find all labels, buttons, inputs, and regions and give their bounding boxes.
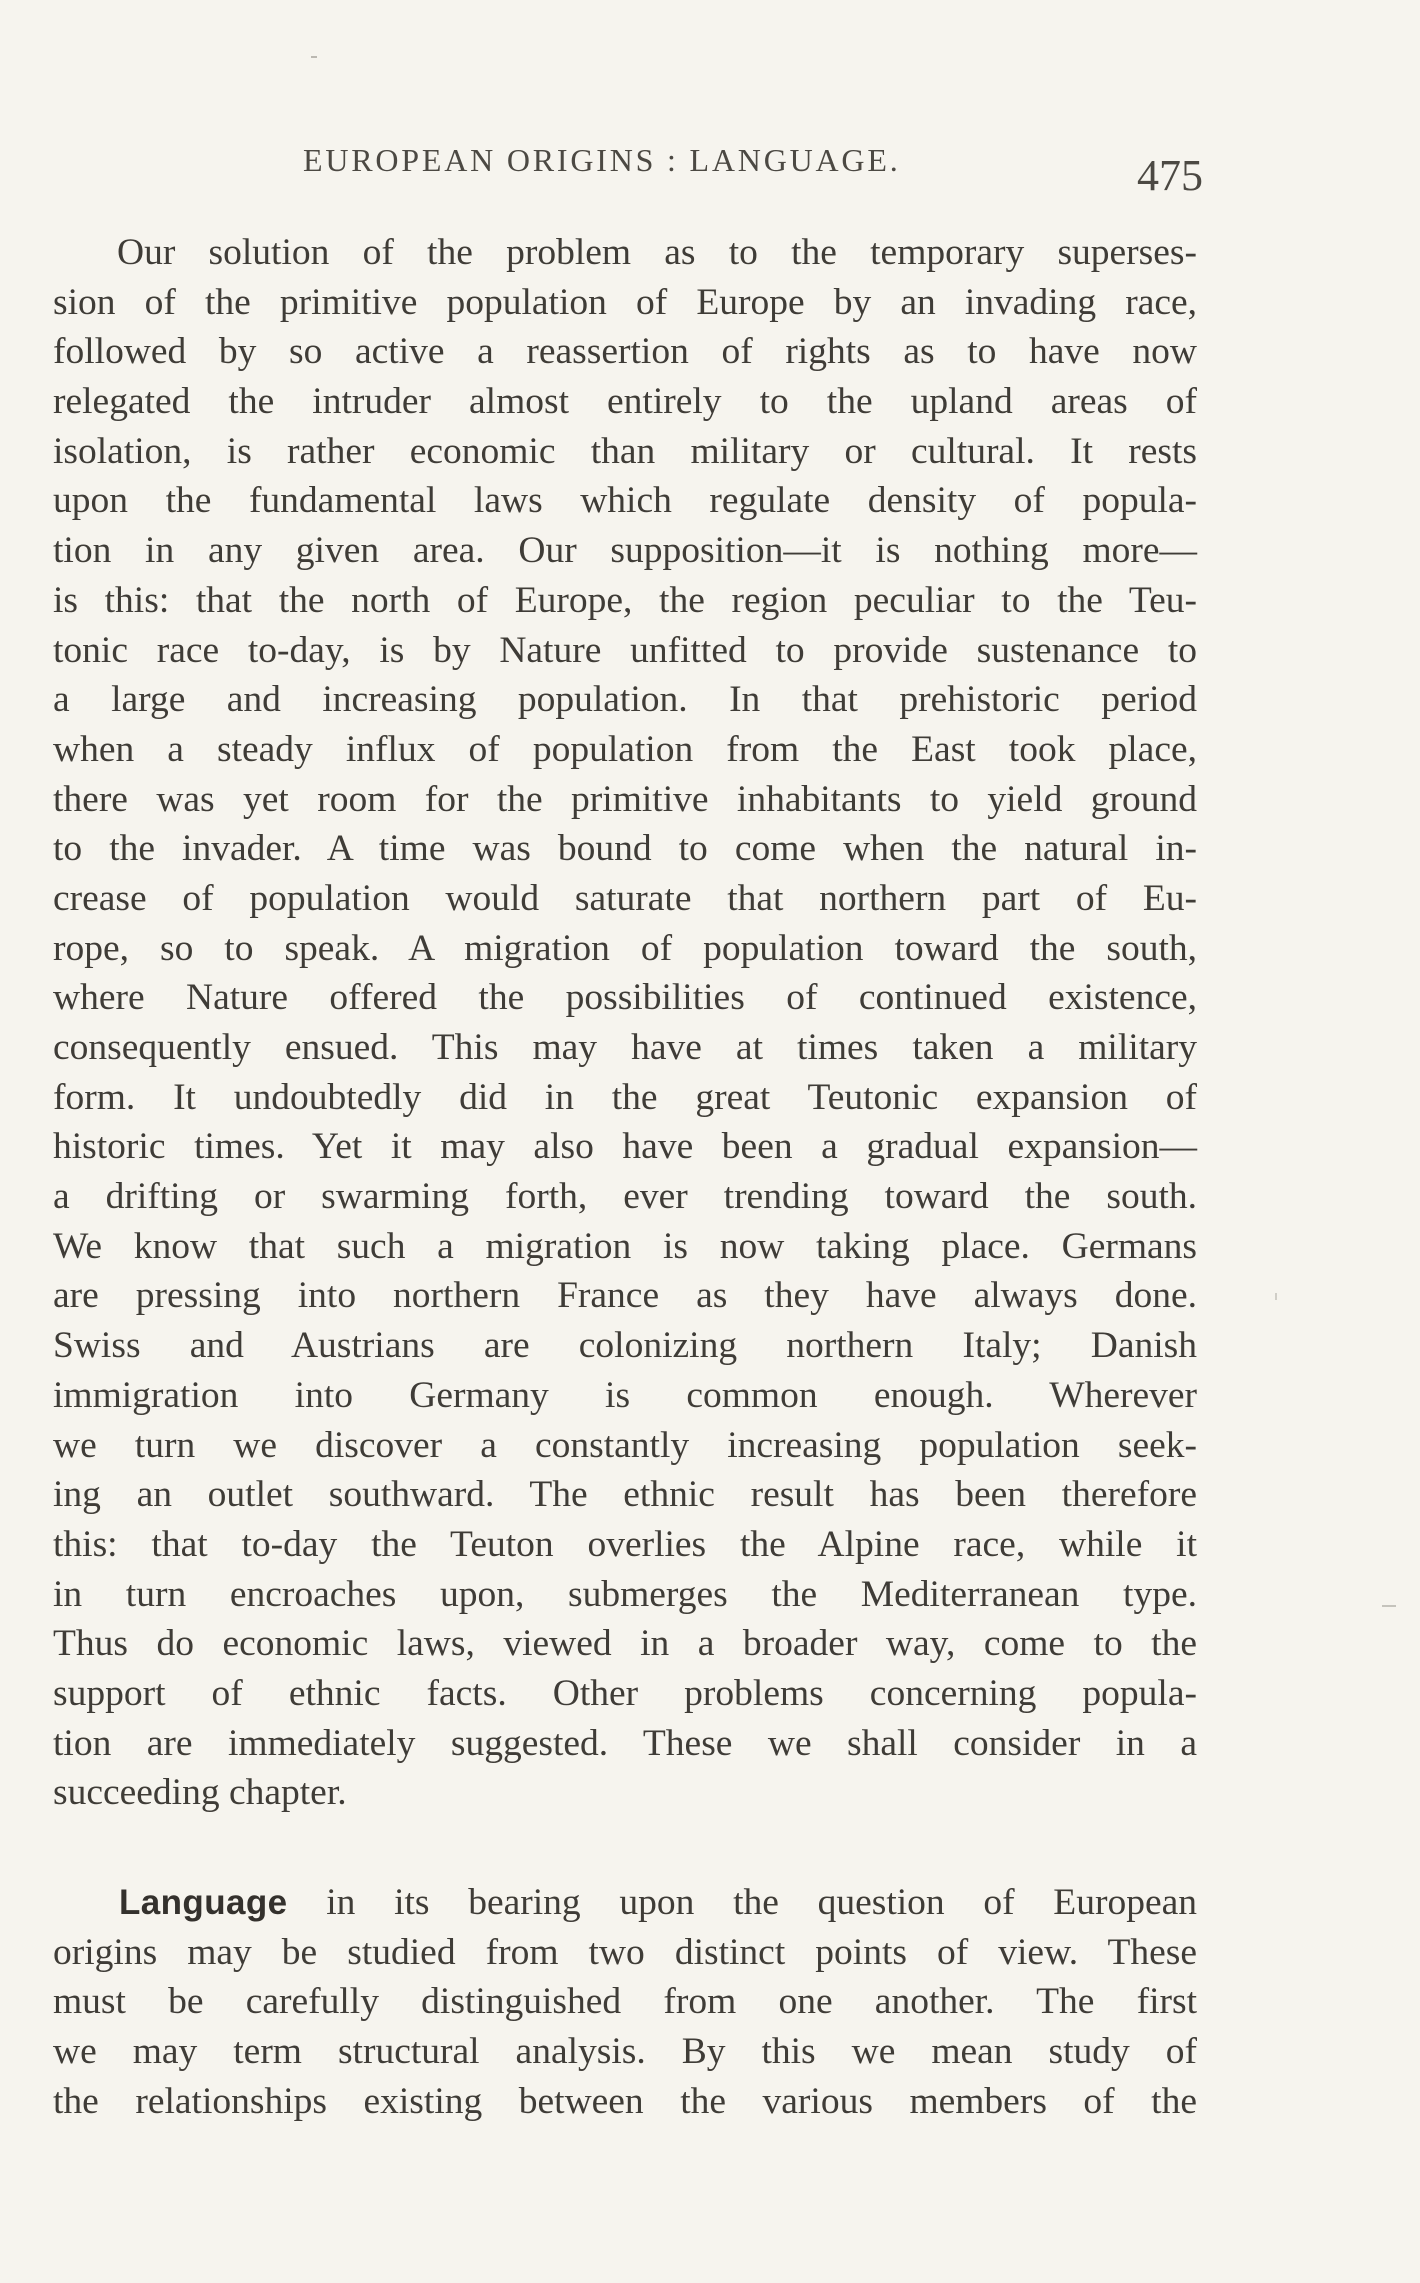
text-line: relegated the intruder almost entirely to the upland areas of <box>53 381 1197 423</box>
text-line: rope, so to speak. A migration of population toward the south, <box>53 927 1197 969</box>
text-line: upon the fundamental laws which regulate density of popula- <box>53 480 1197 522</box>
text-line: a drifting or swarming forth, ever trending toward the south. <box>53 1176 1197 1218</box>
running-head: EUROPEAN ORIGINS : LANGUAGE. <box>303 142 901 178</box>
text-line: are pressing into northern France as they have always done. <box>53 1275 1197 1317</box>
text-line: sion of the primitive population of Europe by an invading race, <box>53 281 1197 323</box>
text-line: tonic race to-day, is by Nature unfitted to provide sustenance to <box>53 629 1197 671</box>
print-mark <box>1382 1605 1396 1607</box>
page-number: 475 <box>1137 151 1203 200</box>
text-line: tion are immediately suggested. These we shall consider in a <box>53 1722 1197 1764</box>
paragraph-population <box>53 228 1197 1818</box>
text-line: where Nature offered the possibilities of continued existence, <box>53 977 1197 1019</box>
text-line: Our solution of the problem as to the temporary superses- <box>117 232 1197 273</box>
text-line: origins may be studied from two distinct points of view. These <box>53 1931 1197 1973</box>
text-line: support of ethnic facts. Other problems concerning popula- <box>53 1672 1197 1714</box>
section-lead-word: Language <box>119 1883 288 1922</box>
print-mark <box>311 56 317 58</box>
text-line: immigration into Germany is common enough. Wherever <box>53 1374 1197 1416</box>
text-line-lead <box>53 1878 1197 1928</box>
text-line: Thus do economic laws, viewed in a broader way, come to the <box>53 1623 1197 1665</box>
text-line: ing an outlet southward. The ethnic result has been therefore <box>53 1474 1197 1516</box>
text-line: we turn we discover a constantly increasing population seek- <box>53 1424 1197 1466</box>
lead-line-text: in its bearing upon the question of European <box>287 1882 1197 1923</box>
text-line: this: that to-day the Teuton overlies the Alpine race, while it <box>53 1523 1197 1565</box>
text-line: is this: that the north of Europe, the region peculiar to the Teu- <box>53 579 1197 621</box>
text-line: we may term structural analysis. By this we mean study of <box>53 2031 1197 2073</box>
text-line: We know that such a migration is now taking place. Germans <box>53 1225 1197 1267</box>
text-line: the relationships existing between the various members of the <box>53 2080 1197 2122</box>
text-line: form. It undoubtedly did in the great Teutonic expansion of <box>53 1076 1197 1118</box>
text-line: consequently ensued. This may have at times taken a military <box>53 1027 1197 1068</box>
text-line: followed by so active a reassertion of rights as to have now <box>53 331 1197 373</box>
text-line: Swiss and Austrians are colonizing northern Italy; Danish <box>53 1325 1197 1367</box>
text-line: must be carefully distinguished from one another. The first <box>53 1981 1197 2023</box>
text-line: historic times. Yet it may also have been a gradual expansion— <box>53 1126 1197 1168</box>
text-line: tion in any given area. Our supposition—it is nothing more— <box>53 530 1197 572</box>
text-line: crease of population would saturate that northern part of Eu- <box>53 877 1197 919</box>
text-line: isolation, is rather economic than military or cultural. It rests <box>53 430 1197 472</box>
paragraph-language <box>53 1878 1197 2126</box>
text-line: when a steady influx of population from the East took place, <box>53 728 1197 770</box>
text-line: in turn encroaches upon, submerges the Mediterranean type. <box>53 1573 1197 1615</box>
text-line: succeeding chapter. <box>53 1772 347 1814</box>
print-mark <box>1275 1293 1277 1300</box>
text-line: a large and increasing population. In that prehistoric period <box>53 679 1197 721</box>
text-line: there was yet room for the primitive inhabitants to yield ground <box>53 778 1197 820</box>
text-line: to the invader. A time was bound to come when the natural in- <box>53 828 1197 870</box>
